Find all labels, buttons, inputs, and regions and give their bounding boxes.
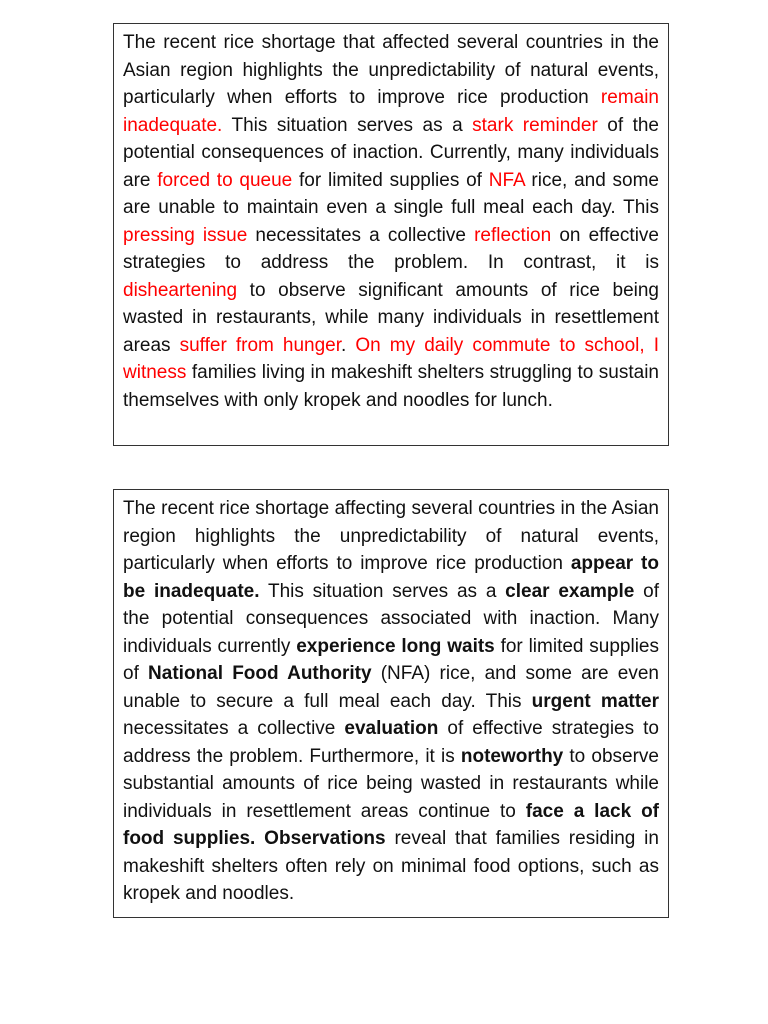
text-segment: to observe significant amounts of rice being wasted in restaurants, while many individuals in resettlement areas [123, 279, 659, 356]
bold-phrase: evaluation [344, 718, 439, 739]
highlighted-phrase: forced to queue [157, 169, 293, 191]
highlighted-phrase: reflection [474, 224, 552, 246]
highlighted-phrase: NFA [488, 169, 525, 191]
text-segment: on effective strategies to address the problem. In contrast, it is [123, 224, 659, 273]
revised-paragraph [123, 495, 659, 908]
highlighted-phrase: disheartening [123, 279, 238, 301]
text-segment: The recent rice shortage affecting several countries in the Asian region highlights the unpredictability of natural events, particularly when efforts to improve rice production [123, 498, 659, 574]
text-segment: families living in makeshift shelters struggling to sustain themselves with only kropek and noodles for lunch. [123, 362, 659, 411]
text-segment: of the potential consequences associated with inaction. Many individuals currently [123, 580, 660, 657]
original-paragraph-box [113, 23, 669, 446]
highlighted-phrase: stark reminder [472, 114, 598, 136]
text-segment: reveal that families residing in makeshift shelters often rely on minimal food options, such as kropek and noodles. [123, 828, 659, 904]
bold-phrase: urgent matter [531, 690, 659, 712]
text-segment: of the potential consequences of inaction. Currently, many individuals are [123, 114, 659, 191]
bold-phrase: appear to be inadequate. [123, 553, 659, 602]
text-segment: This situation serves as a [222, 114, 473, 136]
bold-phrase: National Food Authority [148, 663, 372, 684]
highlighted-phrase: remain inadequate. [123, 87, 659, 136]
bold-phrase: clear example [505, 580, 635, 602]
text-segment: of effective strategies to address the problem. Furthermore, it is [123, 718, 659, 767]
highlighted-phrase: On my daily commute to school, I witness [123, 334, 659, 383]
revised-paragraph-box [113, 489, 669, 918]
bold-phrase: face a lack of food supplies. Observations [123, 800, 660, 849]
highlighted-phrase: pressing issue [123, 224, 248, 246]
text-segment: (NFA) rice, and some are even unable to secure a full meal each day. This [123, 663, 659, 712]
original-paragraph [123, 29, 659, 414]
bold-phrase: experience long waits [296, 635, 495, 657]
text-segment: necessitates a collective [123, 718, 345, 739]
text-segment: . [341, 334, 356, 356]
text-segment: The recent rice shortage that affected several countries in the Asian region highlights the unpredictability of natural events, particularly when efforts to improve rice production [123, 32, 659, 108]
bold-phrase: noteworthy [460, 745, 564, 767]
text-segment: to observe substantial amounts of rice being wasted in restaurants while individuals in resettlement areas continue to [123, 745, 659, 822]
highlighted-phrase: suffer from hunger [179, 334, 342, 356]
text-segment: necessitates a collective [247, 224, 475, 246]
text-segment: for limited supplies of [123, 635, 660, 684]
text-segment: for limited supplies of [292, 169, 489, 191]
text-segment: This situation serves as a [259, 580, 506, 602]
text-segment: rice, and some are unable to maintain even a single full meal each day. This [123, 169, 659, 218]
